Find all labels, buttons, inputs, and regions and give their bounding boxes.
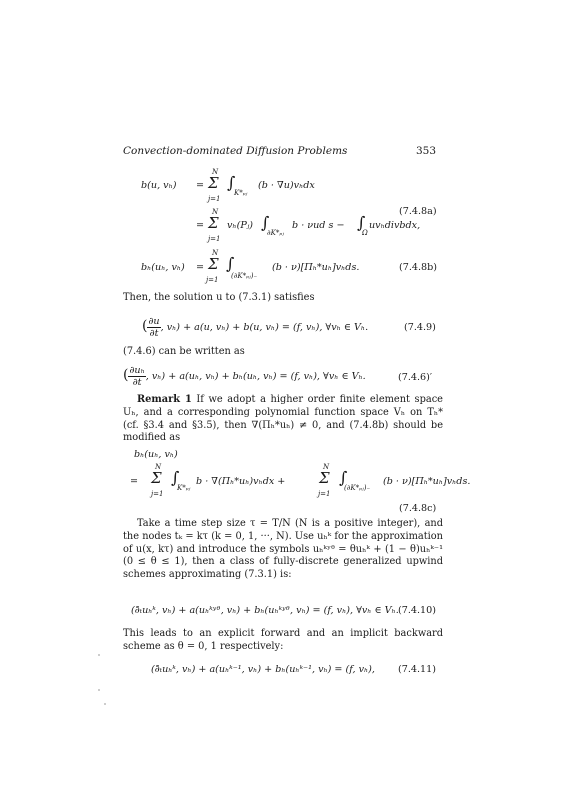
eq-746p-body: , vₕ) + a(uₕ, vₕ) + bₕ(uₕ, vₕ) = (f, vₕ), ∀vₕ ∈ Vₕ. — [145, 371, 366, 382]
scan-speck — [98, 689, 100, 691]
eq-7410: (∂̄ₜuₕᵏ, vₕ) + a(uₕᵏʸᶿ, vₕ) + bₕ(uₕᵏʸᶿ, vₕ) = (f, vₕ), ∀vₕ ∈ Vₕ. — [131, 605, 399, 616]
text-then-solution: Then, the solution u to (7.3.1) satisfies — [123, 292, 315, 303]
eq-748b-rhs: (b · ν)[Πₕ*uₕ]vₕds. — [272, 262, 360, 273]
frac-dt: ∂t — [149, 328, 159, 339]
eq-748b-equals: = — [196, 262, 205, 273]
eq-label-749: (7.4.9) — [404, 322, 436, 333]
integral-domain-2: ∂K*ₚⱼ — [267, 229, 284, 237]
sum-lower-3: j=1 — [206, 276, 219, 284]
sum-upper-5: N — [323, 463, 330, 471]
integral-sign-6: ∫ — [339, 468, 348, 487]
eq-748c-head: bₕ(uₕ, vₕ) — [134, 449, 178, 460]
sum-lower-1: j=1 — [208, 195, 221, 203]
timestep-paragraph: Take a time step size τ = T/N (N is a positive integer), and the nodes tₖ = kτ (k = 0, 1, ···, N). Use uₕᵏ for the approximation of u(x, kτ) and introduce the symbols uₕᵏʸᶿ = θuₕᵏ + (1 − θ)uₕᵏ⁻¹ (0 ≤ θ ≤ 1), then a class of fully-discrete generalized upwind schemes approximating (7.3.1) is: — [123, 518, 443, 581]
eq-748a-equals-2: = — [196, 220, 205, 231]
integral-sign-5: ∫ — [171, 468, 180, 487]
text-can-be-written: (7.4.6) can be written as — [123, 346, 245, 357]
eq-746p: ( $\frac{\text{∂uₕ}}{\partial t}$ , vₕ) + a(uₕ, vₕ) + bₕ(uₕ, vₕ) = (f, vₕ), ∀vₕ ∈ Vₕ. — [123, 365, 366, 388]
page-number: 353 — [416, 145, 437, 157]
remark-body: If we adopt a higher order finite element space Uₕ, and a corresponding polynomial function space Vₕ on Tₕ* (cf. §3.4 and §3.5), then ∇(Πₕ*uₕ) ≠ 0, and (7.4.8b) should be modified as — [123, 394, 443, 444]
eq-748b-lhs: bₕ(uₕ, vₕ) — [141, 262, 185, 273]
sum-upper-2: N — [212, 208, 219, 216]
eq-748a-rhs-2c: uvₕdivbdx, — [369, 220, 421, 231]
sum-sign-5: Σ — [319, 469, 330, 487]
scan-speck — [104, 703, 106, 705]
running-title: Convection-dominated Diffusion Problems — [123, 145, 348, 157]
eq-748a-equals: = — [196, 180, 205, 191]
scan-speck — [98, 654, 100, 656]
eq-749: ( $\frac{\partial u}{\partial t}$ , vₕ) + a(u, vₕ) + b(u, vₕ) = (f, vₕ), ∀vₕ ∈ Vₕ. — [142, 316, 369, 339]
integral-domain-4: (∂K*ₚⱼ)₋ — [231, 272, 258, 280]
sum-upper-4: N — [155, 463, 162, 471]
eq-label-748c: (7.4.8c) — [399, 503, 437, 514]
sum-upper-3: N — [212, 249, 219, 257]
integral-sign-1: ∫ — [227, 173, 236, 192]
eq-7411: (∂̄ₜuₕᵏ, vₕ) + a(uₕᵏ⁻¹, vₕ) + bₕ(uₕᵏ⁻¹, vₕ) = (f, vₕ), — [151, 664, 375, 675]
eq-label-7411: (7.4.11) — [398, 664, 437, 675]
eq-748c-equals: = — [130, 476, 139, 487]
frac-dt-2: ∂t — [132, 377, 142, 388]
explicit-paragraph: This leads to an explicit forward and an implicit backward scheme as θ = 0, 1 respectively: — [123, 628, 443, 652]
integral-domain-5: K*ₚⱼ — [177, 484, 191, 492]
integral-sign-3: ∫ — [357, 213, 366, 232]
eq-label-746p: (7.4.6)′ — [398, 372, 433, 383]
eq-748a-rhs-2a: vₕ(Pⱼ) — [227, 220, 254, 231]
sum-sign-2: Σ — [208, 214, 219, 232]
eq-label-748b: (7.4.8b) — [399, 262, 438, 273]
sum-sign-3: Σ — [208, 255, 219, 273]
sum-upper-1: N — [212, 168, 219, 176]
remark-paragraph — [123, 394, 443, 445]
eq-749-body: , vₕ) + a(u, vₕ) + b(u, vₕ) = (f, vₕ), ∀vₕ ∈ Vₕ. — [160, 322, 369, 333]
sum-sign-4: Σ — [151, 469, 162, 487]
frac-du: ∂u — [148, 316, 160, 327]
sum-lower-4: j=1 — [151, 490, 164, 498]
sum-sign-1: Σ — [208, 174, 219, 192]
integral-sign-4: ∫ — [226, 254, 235, 273]
integral-domain-1: K*ₚⱼ — [234, 189, 248, 197]
remark-label: Remark 1 — [137, 394, 192, 405]
eq-label-7410: (7.4.10) — [398, 605, 437, 616]
sum-lower-2: j=1 — [208, 235, 221, 243]
eq-748c-b: (b · ν)[Πₕ*uₕ]vₕds. — [383, 476, 471, 487]
eq-748c-a: b · ∇(Πₕ*uₕ)vₕdx + — [196, 476, 286, 487]
eq-748a-rhs-2b: b · νud s − — [292, 220, 345, 231]
eq-label-748a: (7.4.8a) — [399, 206, 437, 217]
eq-748a-rhs: (b · ∇u)vₕdx — [258, 180, 315, 191]
eq-748a-lhs: b(u, vₕ) — [141, 180, 177, 191]
integral-domain-omega: Ω — [362, 229, 368, 237]
integral-sign-2: ∫ — [261, 213, 270, 232]
integral-domain-6: (∂K*ₚⱼ)₋ — [344, 484, 371, 492]
frac-duh: ∂uₕ — [129, 365, 145, 376]
sum-lower-5: j=1 — [318, 490, 331, 498]
